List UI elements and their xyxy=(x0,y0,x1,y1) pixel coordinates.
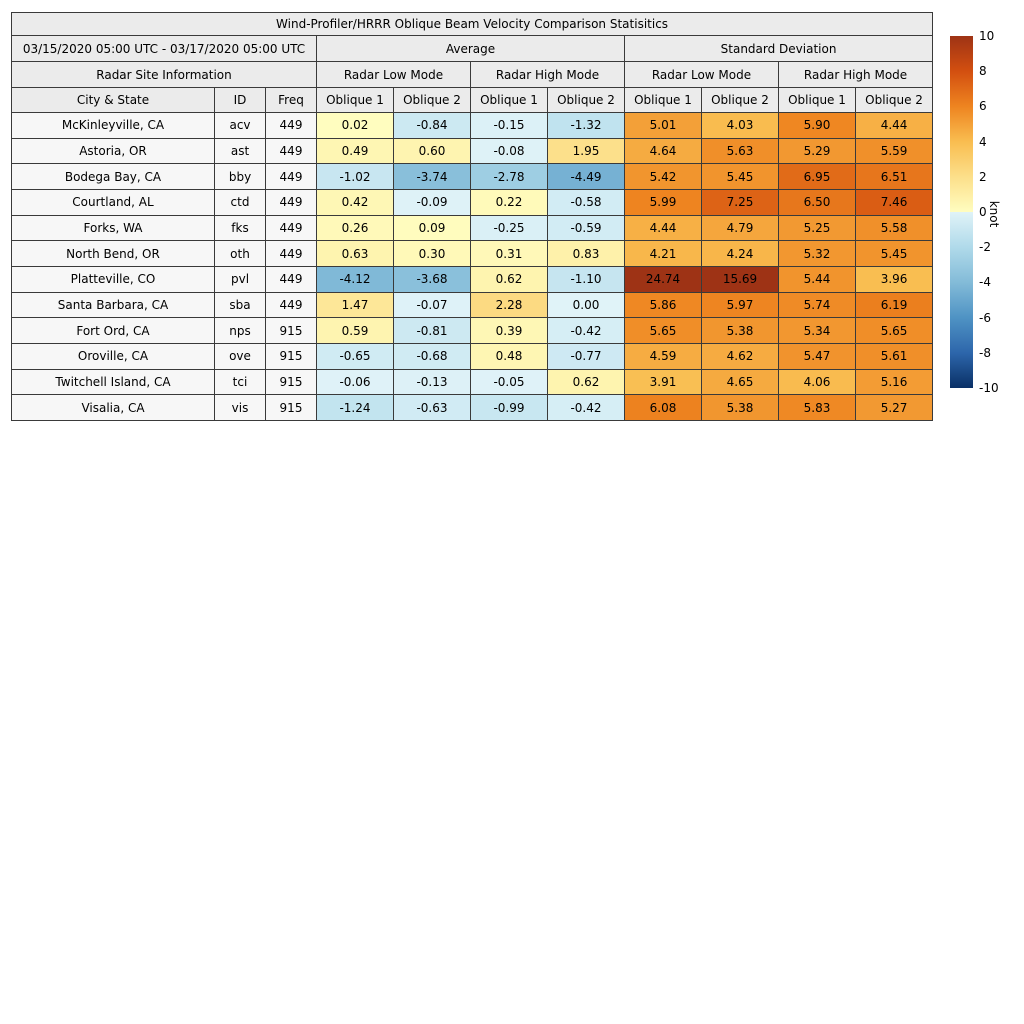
value-cell: -1.24 xyxy=(317,395,394,421)
value-cell: 0.09 xyxy=(394,215,471,241)
colorbar-tick-label: 2 xyxy=(979,169,987,184)
value-cell: -0.07 xyxy=(394,292,471,318)
value-cell: -0.13 xyxy=(394,369,471,395)
value-cell: 5.25 xyxy=(779,215,856,241)
freq-cell: 449 xyxy=(266,292,317,318)
value-cell: 1.47 xyxy=(317,292,394,318)
freq-cell: 449 xyxy=(266,189,317,215)
value-cell: 5.61 xyxy=(856,343,933,369)
mode-header-avg-low: Radar Low Mode xyxy=(317,62,471,88)
value-cell: -0.99 xyxy=(471,395,548,421)
colorbar-tick-label: -6 xyxy=(979,310,991,325)
city-cell: Courtland, AL xyxy=(12,189,215,215)
group-stddev-header: Standard Deviation xyxy=(625,36,933,62)
value-cell: 5.27 xyxy=(856,395,933,421)
value-cell: -0.05 xyxy=(471,369,548,395)
site-info-header: Radar Site Information xyxy=(12,62,317,88)
value-cell: -1.02 xyxy=(317,164,394,190)
value-cell: 5.86 xyxy=(625,292,702,318)
freq-cell: 915 xyxy=(266,318,317,344)
col-header-city: City & State xyxy=(12,88,215,113)
value-cell: 0.48 xyxy=(471,343,548,369)
colorbar xyxy=(950,29,1020,395)
freq-cell: 449 xyxy=(266,266,317,292)
col-header-oblique2: Oblique 2 xyxy=(702,88,779,113)
value-cell: 4.44 xyxy=(625,215,702,241)
id-cell: ast xyxy=(215,138,266,164)
value-cell: 0.60 xyxy=(394,138,471,164)
value-cell: 0.00 xyxy=(548,292,625,318)
value-cell: -1.32 xyxy=(548,113,625,139)
value-cell: 3.96 xyxy=(856,266,933,292)
value-cell: -0.77 xyxy=(548,343,625,369)
value-cell: 5.47 xyxy=(779,343,856,369)
colorbar-gradient xyxy=(950,36,973,388)
freq-cell: 449 xyxy=(266,241,317,267)
value-cell: 4.24 xyxy=(702,241,779,267)
id-cell: nps xyxy=(215,318,266,344)
value-cell: 4.21 xyxy=(625,241,702,267)
value-cell: 5.58 xyxy=(856,215,933,241)
value-cell: 5.16 xyxy=(856,369,933,395)
value-cell: 5.34 xyxy=(779,318,856,344)
value-cell: 0.62 xyxy=(471,266,548,292)
value-cell: 0.02 xyxy=(317,113,394,139)
value-cell: -0.81 xyxy=(394,318,471,344)
col-header-freq: Freq xyxy=(266,88,317,113)
value-cell: 5.59 xyxy=(856,138,933,164)
freq-cell: 449 xyxy=(266,164,317,190)
value-cell: 5.42 xyxy=(625,164,702,190)
value-cell: 4.65 xyxy=(702,369,779,395)
table-row xyxy=(12,215,933,241)
value-cell: 6.08 xyxy=(625,395,702,421)
col-header-oblique2: Oblique 2 xyxy=(548,88,625,113)
value-cell: 4.03 xyxy=(702,113,779,139)
freq-cell: 449 xyxy=(266,113,317,139)
date-range: 03/15/2020 05:00 UTC - 03/17/2020 05:00 UTC xyxy=(12,36,317,62)
colorbar-tick-label: 10 xyxy=(979,29,995,43)
column-header-row xyxy=(12,88,933,113)
id-cell: oth xyxy=(215,241,266,267)
value-cell: 6.19 xyxy=(856,292,933,318)
city-cell: Forks, WA xyxy=(12,215,215,241)
title-row xyxy=(12,13,933,36)
value-cell: -0.25 xyxy=(471,215,548,241)
id-cell: vis xyxy=(215,395,266,421)
value-cell: 1.95 xyxy=(548,138,625,164)
value-cell: 0.49 xyxy=(317,138,394,164)
col-header-oblique1: Oblique 1 xyxy=(625,88,702,113)
value-cell: 0.26 xyxy=(317,215,394,241)
city-cell: Bodega Bay, CA xyxy=(12,164,215,190)
id-cell: tci xyxy=(215,369,266,395)
value-cell: 0.22 xyxy=(471,189,548,215)
value-cell: 0.30 xyxy=(394,241,471,267)
value-cell: -0.84 xyxy=(394,113,471,139)
value-cell: -0.09 xyxy=(394,189,471,215)
freq-cell: 915 xyxy=(266,343,317,369)
value-cell: -0.63 xyxy=(394,395,471,421)
value-cell: 5.38 xyxy=(702,395,779,421)
city-cell: Fort Ord, CA xyxy=(12,318,215,344)
table-row xyxy=(12,395,933,421)
value-cell: 5.99 xyxy=(625,189,702,215)
value-cell: 5.29 xyxy=(779,138,856,164)
value-cell: -0.58 xyxy=(548,189,625,215)
id-cell: pvl xyxy=(215,266,266,292)
value-cell: -2.78 xyxy=(471,164,548,190)
value-cell: -0.06 xyxy=(317,369,394,395)
table-row xyxy=(12,292,933,318)
mode-header-row xyxy=(12,62,933,88)
colorbar-tick-label: -8 xyxy=(979,345,991,360)
table-row xyxy=(12,369,933,395)
value-cell: 5.65 xyxy=(856,318,933,344)
value-cell: -4.49 xyxy=(548,164,625,190)
value-cell: 4.79 xyxy=(702,215,779,241)
value-cell: -3.68 xyxy=(394,266,471,292)
freq-cell: 915 xyxy=(266,369,317,395)
city-cell: Oroville, CA xyxy=(12,343,215,369)
value-cell: 0.59 xyxy=(317,318,394,344)
value-cell: -0.42 xyxy=(548,318,625,344)
value-cell: -3.74 xyxy=(394,164,471,190)
value-cell: 6.51 xyxy=(856,164,933,190)
table-row xyxy=(12,138,933,164)
value-cell: 7.25 xyxy=(702,189,779,215)
value-cell: 0.63 xyxy=(317,241,394,267)
value-cell: 2.28 xyxy=(471,292,548,318)
value-cell: -0.68 xyxy=(394,343,471,369)
id-cell: ctd xyxy=(215,189,266,215)
city-cell: Santa Barbara, CA xyxy=(12,292,215,318)
colorbar-tick-label: -2 xyxy=(979,240,991,255)
value-cell: 5.65 xyxy=(625,318,702,344)
colorbar-tick-label: 4 xyxy=(979,134,987,149)
table-row xyxy=(12,241,933,267)
value-cell: 15.69 xyxy=(702,266,779,292)
value-cell: -0.15 xyxy=(471,113,548,139)
table-row xyxy=(12,266,933,292)
group-average-header: Average xyxy=(317,36,625,62)
table-row xyxy=(12,318,933,344)
table-row xyxy=(12,343,933,369)
value-cell: 0.83 xyxy=(548,241,625,267)
value-cell: 5.45 xyxy=(856,241,933,267)
colorbar-tick-label: 6 xyxy=(979,99,987,114)
city-cell: Visalia, CA xyxy=(12,395,215,421)
table-title: Wind-Profiler/HRRR Oblique Beam Velocity Comparison Statisitics xyxy=(12,13,933,36)
value-cell: 24.74 xyxy=(625,266,702,292)
col-header-oblique2: Oblique 2 xyxy=(856,88,933,113)
col-header-oblique1: Oblique 1 xyxy=(779,88,856,113)
value-cell: 5.01 xyxy=(625,113,702,139)
table-row xyxy=(12,189,933,215)
value-cell: -1.10 xyxy=(548,266,625,292)
value-cell: 5.90 xyxy=(779,113,856,139)
value-cell: 5.44 xyxy=(779,266,856,292)
city-cell: North Bend, OR xyxy=(12,241,215,267)
id-cell: acv xyxy=(215,113,266,139)
col-header-oblique2: Oblique 2 xyxy=(394,88,471,113)
value-cell: -0.42 xyxy=(548,395,625,421)
freq-cell: 915 xyxy=(266,395,317,421)
value-cell: 5.74 xyxy=(779,292,856,318)
value-cell: 4.44 xyxy=(856,113,933,139)
value-cell: 5.45 xyxy=(702,164,779,190)
value-cell: 4.64 xyxy=(625,138,702,164)
id-cell: sba xyxy=(215,292,266,318)
colorbar-unit-label: knot xyxy=(987,200,1001,228)
value-cell: 5.38 xyxy=(702,318,779,344)
value-cell: 6.95 xyxy=(779,164,856,190)
value-cell: 0.39 xyxy=(471,318,548,344)
id-cell: ove xyxy=(215,343,266,369)
value-cell: 5.32 xyxy=(779,241,856,267)
city-cell: Astoria, OR xyxy=(12,138,215,164)
value-cell: -0.08 xyxy=(471,138,548,164)
value-cell: 5.97 xyxy=(702,292,779,318)
value-cell: 0.62 xyxy=(548,369,625,395)
id-cell: fks xyxy=(215,215,266,241)
mode-header-sd-low: Radar Low Mode xyxy=(625,62,779,88)
freq-cell: 449 xyxy=(266,215,317,241)
id-cell: bby xyxy=(215,164,266,190)
col-header-oblique1: Oblique 1 xyxy=(317,88,394,113)
colorbar-tick-label: -4 xyxy=(979,275,991,290)
value-cell: 6.50 xyxy=(779,189,856,215)
city-cell: Platteville, CO xyxy=(12,266,215,292)
col-header-id: ID xyxy=(215,88,266,113)
value-cell: -0.65 xyxy=(317,343,394,369)
value-cell: 3.91 xyxy=(625,369,702,395)
col-header-oblique1: Oblique 1 xyxy=(471,88,548,113)
table-row xyxy=(12,113,933,139)
colorbar-tick-label: -10 xyxy=(979,381,999,395)
colorbar-tick-label: 0 xyxy=(979,205,987,219)
value-cell: 7.46 xyxy=(856,189,933,215)
value-cell: 5.63 xyxy=(702,138,779,164)
value-cell: 5.83 xyxy=(779,395,856,421)
city-cell: Twitchell Island, CA xyxy=(12,369,215,395)
value-cell: 0.31 xyxy=(471,241,548,267)
value-cell: -4.12 xyxy=(317,266,394,292)
mode-header-sd-high: Radar High Mode xyxy=(779,62,933,88)
value-cell: 4.06 xyxy=(779,369,856,395)
colorbar-tick-label: 8 xyxy=(979,64,987,79)
statistics-table xyxy=(11,12,933,421)
mode-header-avg-high: Radar High Mode xyxy=(471,62,625,88)
value-cell: 4.59 xyxy=(625,343,702,369)
freq-cell: 449 xyxy=(266,138,317,164)
value-cell: -0.59 xyxy=(548,215,625,241)
value-cell: 0.42 xyxy=(317,189,394,215)
group-header-row xyxy=(12,36,933,62)
city-cell: McKinleyville, CA xyxy=(12,113,215,139)
table-row xyxy=(12,164,933,190)
value-cell: 4.62 xyxy=(702,343,779,369)
